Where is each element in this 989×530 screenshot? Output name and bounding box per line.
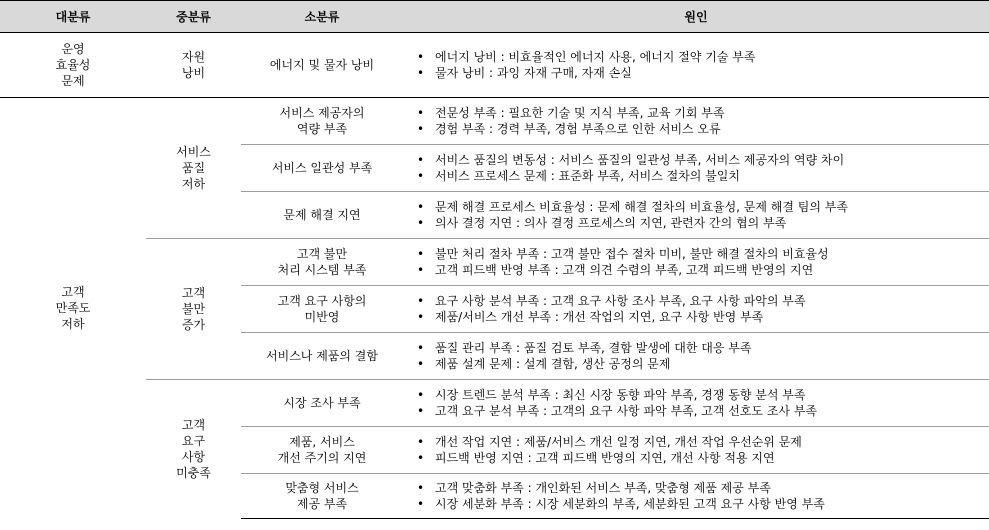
cause-item: • 시장 세분화 부족 : 시장 세분화의 부족, 세분화된 고객 요구 사항 반영 부족 xyxy=(417,496,989,512)
cause-item: • 품질 관리 부족 : 품질 검토 부족, 결함 발생에 대한 대응 부족 xyxy=(417,340,989,356)
cause-list xyxy=(403,480,989,512)
header-middle: 중분류 xyxy=(146,1,241,33)
cause-list xyxy=(403,152,989,184)
middle-category-cell: 서비스 품질 저하 xyxy=(146,98,241,239)
middle-category-cell: 고객 요구 사항 미충족 xyxy=(176,418,211,481)
minor-category-cell: 맞춤형 서비스 제공 부족 xyxy=(241,474,403,519)
cause-cell xyxy=(403,145,989,192)
cause-item: • 고객 요구 분석 부족 : 고객의 요구 사항 파악 부족, 고객 선호도 조사 부족 xyxy=(417,403,989,419)
cause-item: • 서비스 품질의 변동성 : 서비스 품질의 일관성 부족, 서비스 제공자의 역량 차이 xyxy=(417,152,989,168)
cause-cell xyxy=(403,286,989,333)
minor-category-cell: 서비스나 제품의 결함 xyxy=(241,333,403,380)
cause-cell xyxy=(403,192,989,239)
cause-item: • 불만 처리 절차 부족 : 고객 불만 접수 절차 미비, 불만 해결 절차의 비효율성 xyxy=(417,246,989,262)
cause-item: • 고객 피드백 반영 부족 : 고객 의견 수렴의 부족, 고객 피드백 반영의 지연 xyxy=(417,262,989,278)
cause-item: • 시장 트렌드 분석 부족 : 최신 시장 동향 파악 부족, 경쟁 동향 분석 부족 xyxy=(417,387,989,403)
cause-cell xyxy=(403,427,989,474)
cause-item: • 에너지 낭비 : 비효율적인 에너지 사용, 에너지 절약 기술 부족 xyxy=(417,49,989,65)
cause-item: • 문제 해결 프로세스 비효율성 : 문제 해결 절차의 비효율성, 문제 해결 팀의 부족 xyxy=(417,199,989,215)
cause-item: • 물자 낭비 : 과잉 자재 구매, 자재 손실 xyxy=(417,65,989,81)
cause-item: • 경험 부족 : 경력 부족, 경험 부족으로 인한 서비스 오류 xyxy=(417,121,989,137)
cause-cell xyxy=(403,98,989,145)
minor-category-cell: 고객 요구 사항의 미반영 xyxy=(241,286,403,333)
cause-list xyxy=(403,49,989,81)
minor-category-cell: 제품, 서비스 개선 주기의 지연 xyxy=(241,427,403,474)
cause-item: • 의사 결정 지연 : 의사 결정 프로세스의 지연, 관련자 간의 협의 부족 xyxy=(417,215,989,231)
header-cause: 원인 xyxy=(403,1,989,33)
minor-category-cell: 서비스 제공자의 역량 부족 xyxy=(241,98,403,145)
cause-cell xyxy=(403,239,989,286)
middle-category-cell: 고객 불만 증가 xyxy=(146,239,241,380)
cause-item: • 피드백 반영 지연 : 고객 피드백 반영의 지연, 개선 사항 적용 지연 xyxy=(417,450,989,466)
header-row xyxy=(0,1,989,33)
cause-item: • 전문성 부족 : 필요한 기술 및 지식 부족, 교육 기회 부족 xyxy=(417,105,989,121)
cause-item: • 서비스 프로세스 문제 : 표준화 부족, 서비스 절차의 불일치 xyxy=(417,168,989,184)
cause-item: • 제품 설계 문제 : 설계 결함, 생산 공정의 문제 xyxy=(417,356,989,372)
cause-item: • 개선 작업 지연 : 제품/서비스 개선 일정 지연, 개선 작업 우선순위 문제 xyxy=(417,434,989,450)
header-major: 대분류 xyxy=(0,1,146,33)
cause-item: • 제품/서비스 개선 부족 : 개선 작업의 지연, 요구 사항 반영 부족 xyxy=(417,309,989,325)
cause-list xyxy=(403,199,989,231)
cause-list xyxy=(403,246,989,278)
minor-category-cell: 시장 조사 부족 xyxy=(241,380,403,427)
cause-list xyxy=(403,434,989,466)
table-row xyxy=(0,239,989,286)
middle-category-cell: 자원 낭비 xyxy=(146,33,241,98)
cause-cell xyxy=(403,380,989,427)
cause-list xyxy=(403,387,989,419)
cause-list xyxy=(403,340,989,372)
table-row xyxy=(0,33,989,98)
cause-item: • 요구 사항 분석 부족 : 고객 요구 사항 조사 부족, 요구 사항 파악의 부족 xyxy=(417,293,989,309)
cause-cell xyxy=(403,333,989,380)
major-category-cell: 고객 만족도 저하 xyxy=(55,285,91,332)
cause-list xyxy=(403,293,989,325)
header-minor: 소분류 xyxy=(241,1,403,33)
minor-category-cell: 고객 불만 처리 시스템 부족 xyxy=(241,239,403,286)
table-row xyxy=(0,380,989,427)
cause-cell xyxy=(403,33,989,98)
table-row xyxy=(0,98,989,145)
minor-category-cell: 에너지 및 물자 낭비 xyxy=(241,33,403,98)
major-category-cell: 운영 효율성 문제 xyxy=(0,33,146,98)
cause-list xyxy=(403,105,989,137)
cause-item: • 고객 맞춤화 부족 : 개인화된 서비스 부족, 맞춤형 제품 제공 부족 xyxy=(417,480,989,496)
minor-category-cell: 문제 해결 지연 xyxy=(241,192,403,239)
cause-cell xyxy=(403,474,989,519)
minor-category-cell: 서비스 일관성 부족 xyxy=(241,145,403,192)
